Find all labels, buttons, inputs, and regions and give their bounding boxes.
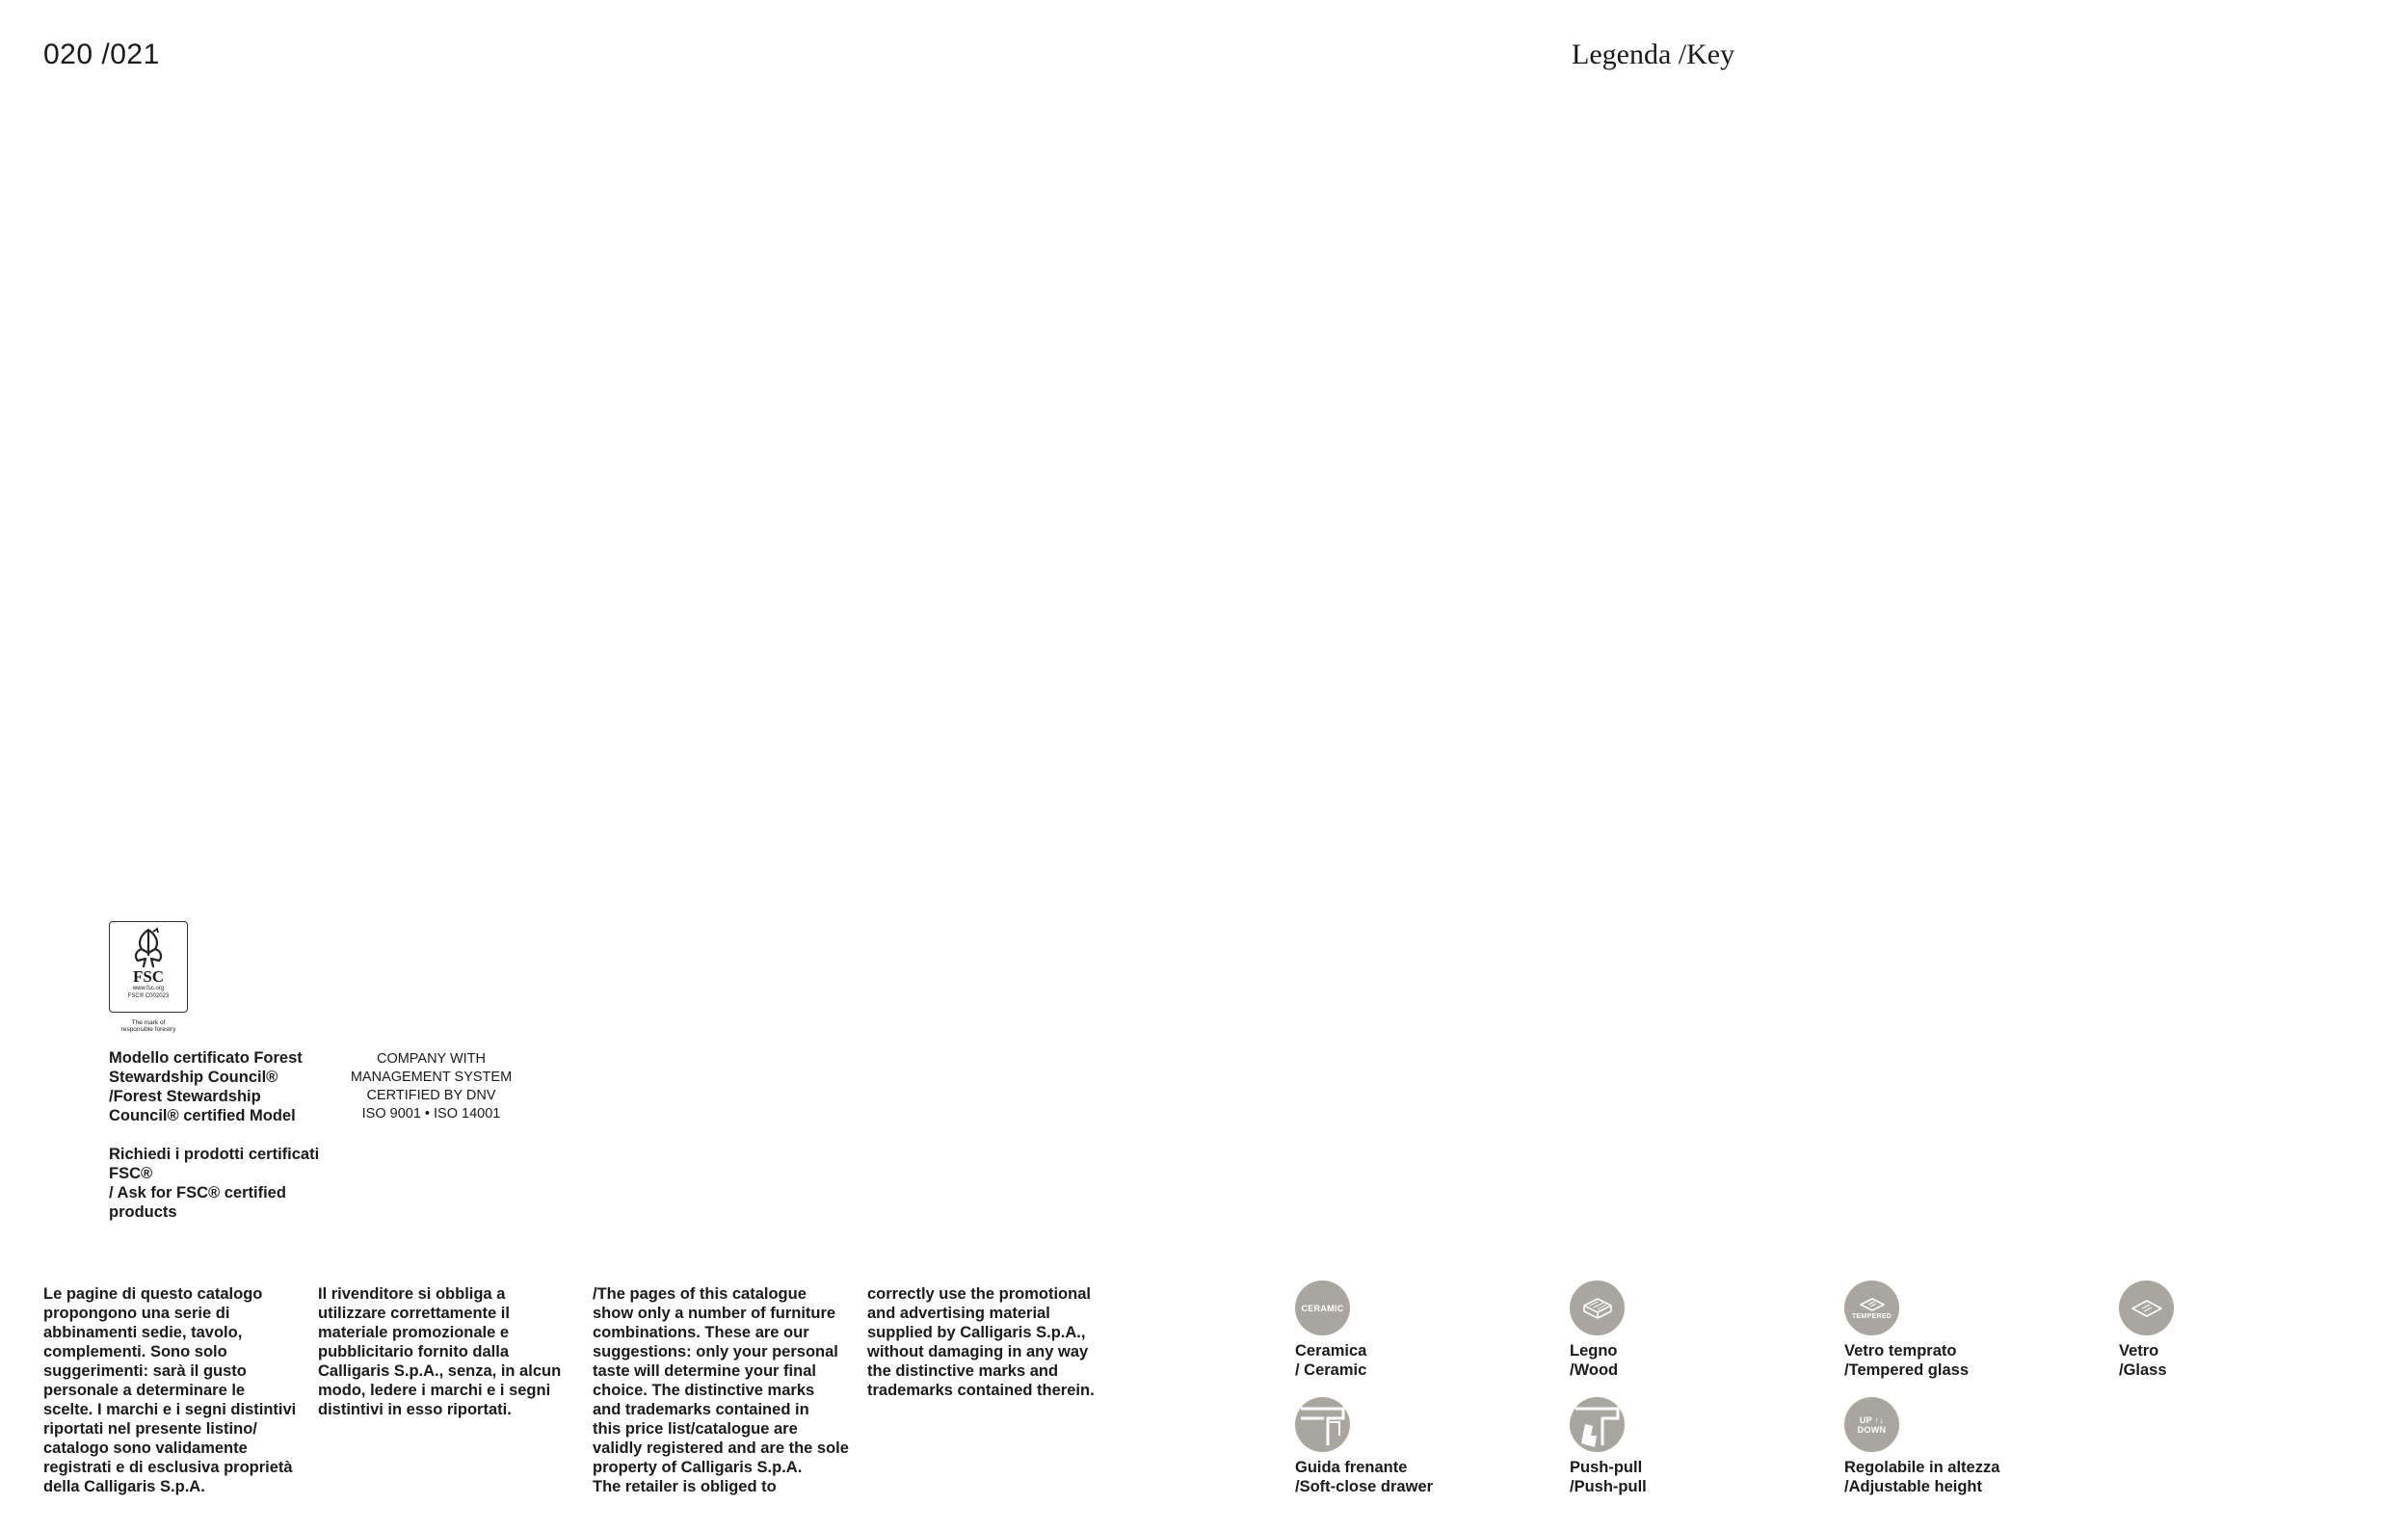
fsc-letters: FSC bbox=[132, 967, 165, 986]
adjustable-height-icon bbox=[1844, 1397, 1899, 1452]
legal-text-en-2: correctly use the promotional and advertising material supplied by Calligaris S.p.A., without damaging in any way the distinctive marks and trademarks contained therein. bbox=[867, 1285, 1095, 1399]
legend-label-en: /Tempered glass bbox=[1844, 1361, 1969, 1379]
fsc-tagline: The mark of responsible forestry bbox=[120, 1019, 176, 1033]
legend-label-it: Push-pull bbox=[1570, 1459, 1643, 1476]
legend-item-adjustable-height bbox=[1844, 1397, 2076, 1496]
legend-item-soft-close-drawer bbox=[1295, 1397, 1526, 1496]
push-pull-icon bbox=[1570, 1397, 1625, 1452]
fsc-ask-text: Richiedi i prodotti certificati FSC® / Ask for FSC® certified products bbox=[109, 1146, 320, 1221]
fsc-certification-text bbox=[109, 1048, 331, 1241]
legend-label-en: /Wood bbox=[1570, 1361, 1619, 1379]
soft-close-drawer-icon bbox=[1295, 1397, 1350, 1452]
legal-text-en-1: /The pages of this catalogue show only a number of furniture combinations. These are our suggestions: only your personal taste will determine your final choice. The distinctive marks and trademarks contained in this price list/catalogue are validly registered and are the sole property of Calligaris S.p.A. The retailer is obliged to bbox=[593, 1285, 849, 1495]
tempered-glass-icon bbox=[1844, 1281, 1899, 1335]
legend-item-wood bbox=[1570, 1281, 1801, 1380]
legend-item-ceramic bbox=[1295, 1281, 1526, 1380]
legend-label-it: Regolabile in altezza bbox=[1844, 1459, 2000, 1476]
legend-label-en: /Push-pull bbox=[1570, 1478, 1647, 1495]
wood-icon bbox=[1570, 1281, 1625, 1335]
legend-label-it: Legno bbox=[1570, 1342, 1618, 1360]
fsc-logo bbox=[109, 921, 188, 1013]
page-number: 020 /021 bbox=[43, 39, 160, 70]
legend-item-glass bbox=[2119, 1281, 2350, 1380]
fsc-url: www.fsc.org bbox=[132, 986, 165, 991]
legend-item-tempered-glass bbox=[1844, 1281, 2076, 1380]
legal-text-it-1: Le pagine di questo catalogo propongono una serie di abbinamenti sedie, tavolo, complementi. Sono solo suggerimenti: sarà il gusto personale a determinare le scelte. I marchi e i segni distintivi riportati nel presente listino/ catalogo sono validamente registrati e di esclusiva proprietà della Calligaris S.p.A. bbox=[43, 1285, 297, 1495]
legend-label-en: /Soft-close drawer bbox=[1295, 1478, 1434, 1495]
fsc-code: FSC® C002023 bbox=[127, 993, 170, 999]
fsc-model-text: Modello certificato Forest Stewardship Council® /Forest Stewardship Council® certified Model bbox=[109, 1049, 303, 1124]
ceramic-icon bbox=[1295, 1281, 1350, 1335]
tempered-glass-icon-text: TEMPERED bbox=[1851, 1313, 1892, 1320]
legend-label-it: Ceramica bbox=[1295, 1342, 1367, 1360]
legend-label-it: Vetro temprato bbox=[1844, 1342, 1957, 1360]
legend-label-en: / Ceramic bbox=[1295, 1361, 1367, 1379]
legend-label-en: /Adjustable height bbox=[1844, 1478, 1983, 1495]
page-title: Legenda /Key bbox=[1572, 39, 1735, 70]
glass-icon bbox=[2119, 1281, 2174, 1335]
legal-text-it-2: Il rivenditore si obbliga a utilizzare correttamente il materiale promozionale e pubblicitario fornito dalla Calligaris S.p.A., senza, in alcun modo, ledere i marchi e i segni distintivi in esso riportati. bbox=[318, 1285, 562, 1418]
legend-item-push-pull bbox=[1570, 1397, 1801, 1496]
dnv-certification: COMPANY WITH MANAGEMENT SYSTEM CERTIFIED BY DNV ISO 9001 • ISO 14001 bbox=[350, 1051, 513, 1122]
adjustable-height-icon-text: UP ↑↓ DOWN bbox=[1857, 1414, 1887, 1435]
ceramic-icon-text: CERAMIC bbox=[1301, 1303, 1344, 1313]
legend-label-en: /Glass bbox=[2119, 1361, 2167, 1379]
legend-label-it: Guida frenante bbox=[1295, 1459, 1408, 1476]
legend-label-it: Vetro bbox=[2119, 1342, 2159, 1360]
fsc-tree-icon bbox=[124, 926, 172, 968]
